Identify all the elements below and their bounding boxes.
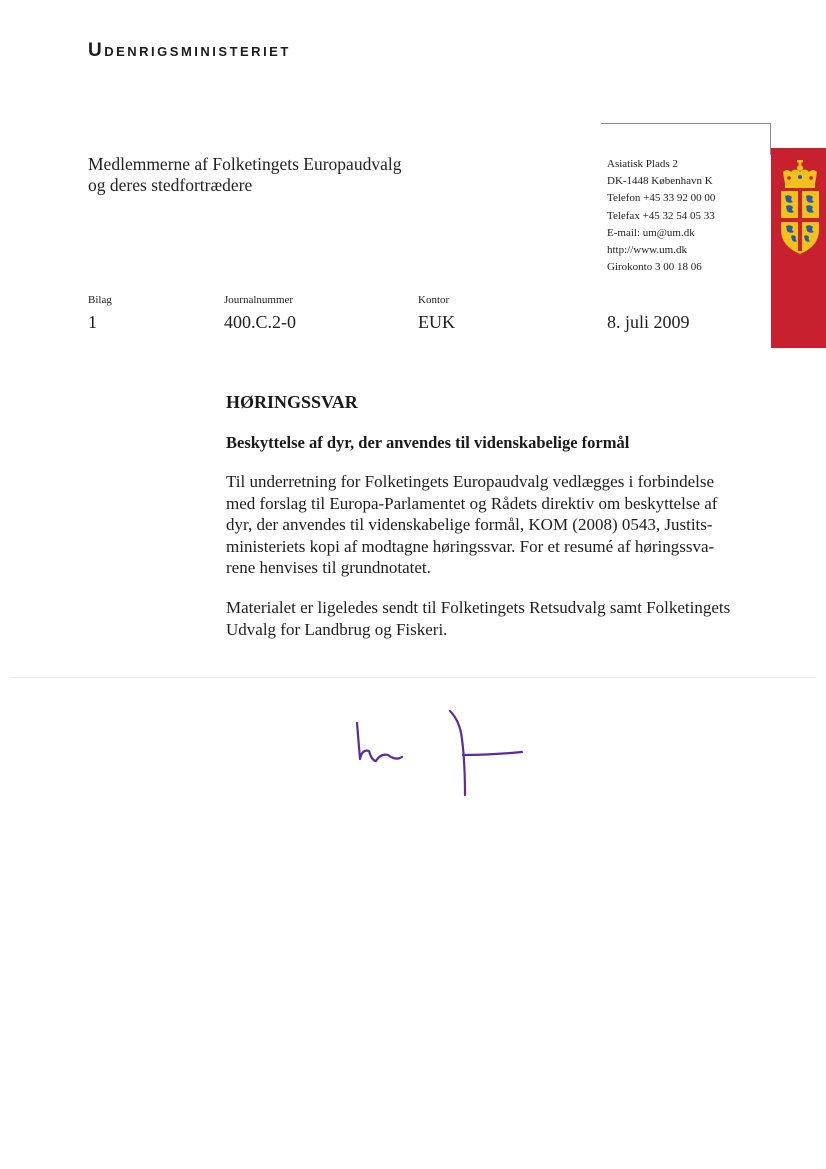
paragraph-line: dyr, der anvendes til videnskabelige formål, KOM (2008) 0543, Justits- [226,515,713,534]
attachment-field [88,294,112,333]
paragraph-line: Udvalg for Landbrug og Fiskeri. [226,619,448,639]
office-value: EUK [418,312,455,332]
royal-crest-icon [777,160,823,256]
paragraph-line: ministeriets kopi af modtagne høringssvar. For et resumé af høringssva- [226,536,715,556]
page-divider [10,677,816,678]
handwritten-signature [352,705,532,805]
document-subject: Beskyttelse af dyr, der anvendes til videnskabelige formål [226,433,630,452]
address-web: http://www.um.dk [607,244,687,257]
paragraph-line: med forslag til Europa-Parlamentet og Rådets direktiv om beskyttelse af [226,493,718,513]
address-fax: Telefax +45 32 54 05 33 [607,209,715,222]
body-paragraph-2 [226,597,746,640]
letter-date: 8. juli 2009 [607,312,690,332]
address-phone: Telefon +45 33 92 00 00 [607,192,716,205]
address-giro: Girokonto 3 00 18 06 [607,261,702,274]
body-paragraph-1 [226,471,746,579]
paragraph-line: Materialet er ligeledes sendt til Folketingets Retsudvalg samt Folketingets [226,598,731,617]
journal-label: Journalnummer [224,294,294,306]
address-street: Asiatisk Plads 2 [607,158,678,170]
recipient-line-2: og deres stedfortrædere [88,175,253,195]
paragraph-line: Til underretning for Folketingets Europaudvalg vedlægges i forbindelse [226,472,715,491]
attachment-label: Bilag [88,294,112,306]
office-field [418,294,455,333]
address-frame-top [601,123,771,124]
sender-address [607,156,715,276]
office-label: Kontor [418,294,450,306]
journal-value: 400.C.2-0 [224,312,296,332]
document-heading: HØRINGSSVAR [226,392,358,412]
attachment-value: 1 [88,312,97,332]
address-email: E-mail: um@um.dk [607,226,695,239]
recipient-block [88,154,401,196]
paragraph-line: rene henvises til grundnotatet. [226,558,431,577]
recipient-line-1: Medlemmerne af Folketingets Europaudvalg [88,154,402,174]
address-city: DK-1448 København K [607,175,713,188]
crest-band [771,148,826,348]
journal-field [224,294,296,333]
ministry-name: Udenrigsministeriet [88,40,291,61]
